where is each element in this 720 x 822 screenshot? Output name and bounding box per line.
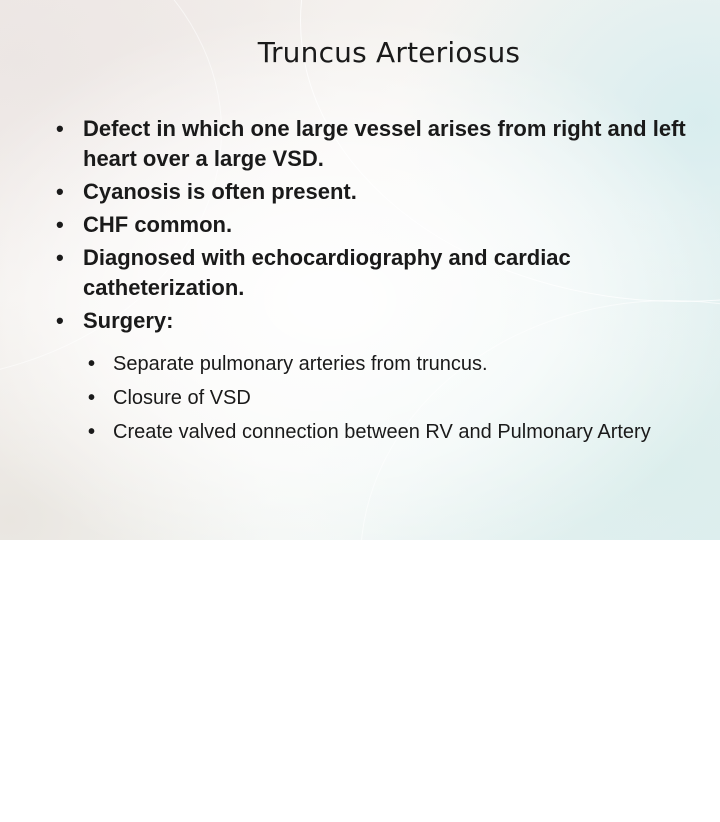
sub-bullet-dot: • bbox=[88, 387, 96, 409]
bullet-dot: • bbox=[56, 308, 64, 333]
bullet-dot: • bbox=[56, 245, 64, 270]
sub-bullet-list bbox=[56, 350, 669, 447]
sub-bullet-item bbox=[56, 418, 669, 447]
bullet-item bbox=[56, 114, 696, 174]
bullet-text: CHF common. bbox=[83, 212, 233, 237]
sub-bullet-text: Closure of VSD bbox=[113, 387, 251, 409]
sub-bullet-dot: • bbox=[88, 421, 96, 443]
bullet-text: Cyanosis is often present. bbox=[83, 179, 357, 204]
bullet-text: Defect in which one large vessel arises from right and left heart over a large VSD. bbox=[83, 116, 686, 171]
bullet-item bbox=[56, 306, 696, 447]
bullet-dot: • bbox=[56, 179, 64, 204]
bullet-item bbox=[56, 210, 696, 240]
sub-bullet-text: Separate pulmonary arteries from truncus. bbox=[113, 353, 488, 375]
bullet-text: Surgery: bbox=[83, 308, 174, 333]
sub-bullet-dot: • bbox=[88, 353, 96, 375]
bullet-dot: • bbox=[56, 212, 64, 237]
slide-title: Truncus Arteriosus bbox=[257, 36, 521, 69]
sub-bullet-text: Create valved connection between RV and Pulmonary Artery bbox=[113, 421, 651, 443]
bullet-item bbox=[56, 243, 696, 303]
sub-bullet-item bbox=[56, 384, 669, 413]
sub-bullet-item bbox=[56, 350, 669, 379]
bullet-item bbox=[56, 177, 696, 207]
bullet-dot: • bbox=[56, 116, 64, 141]
bullet-list bbox=[56, 114, 696, 452]
bullet-text: Diagnosed with echocardiography and cardiac catheterization. bbox=[83, 245, 571, 300]
